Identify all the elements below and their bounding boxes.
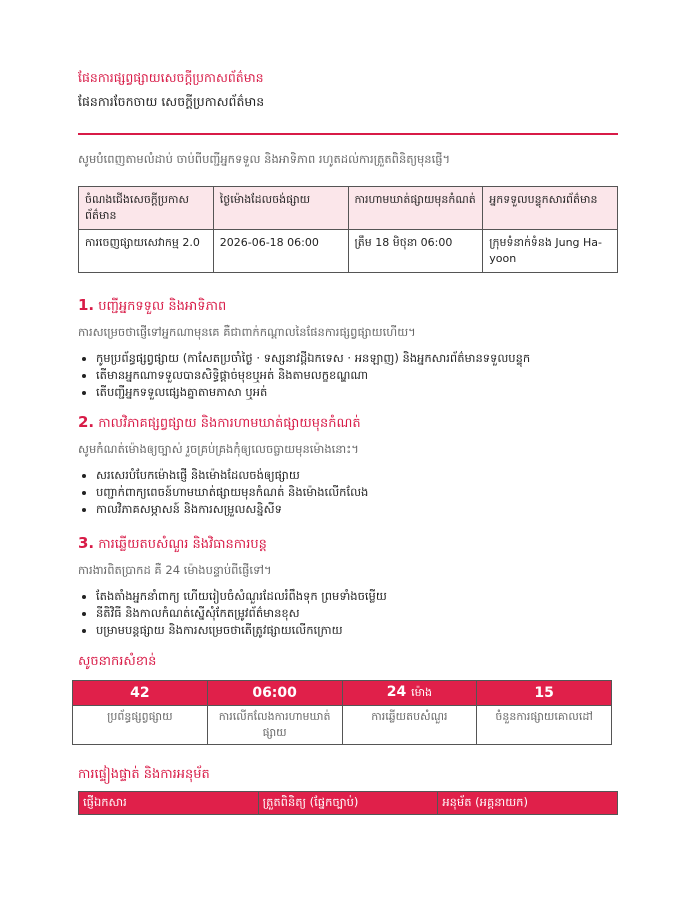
kpi-value: 24	[386, 684, 407, 700]
list-item: • កាលវិភាគសម្ភាសន៍ និងការសម្រួលសន្និសីទ	[96, 501, 623, 518]
signoff-header-row	[79, 792, 618, 815]
section-number: 2.	[78, 413, 95, 431]
header-embargo: ការហាមឃាត់ផ្សាយមុនកំណត់	[348, 187, 483, 230]
document-subtitle: ផែនការចែកចាយ សេចក្តីប្រកាសព័ត៌មាន	[78, 94, 265, 109]
kpi-value-response	[342, 681, 477, 706]
signoff-heading: ការផ្ទៀងផ្ទាត់ និងការអនុម័ត	[78, 767, 210, 782]
section-bullet-list	[78, 588, 623, 639]
header-desired-datetime: ថ្ងៃម៉ោងដែលចង់ផ្សាយ	[213, 187, 348, 230]
section-heading	[78, 296, 623, 317]
section-bullet-list	[78, 467, 623, 518]
kpi-unit: ម៉ោង	[411, 686, 433, 699]
list-item: • តើមានអ្នកណាទទួលបានសិទ្ធិផ្តាច់មុខឬអត់ និងតាមលក្ខខណ្ឌណា	[96, 367, 623, 384]
list-item: • នីតិវិធី និងកាលកំណត់ស្នើសុំកែតម្រូវព័ត៌មានខុស	[96, 605, 623, 622]
kpi-label: ការឆ្លើយតបសំណួរ	[342, 706, 477, 745]
section-number: 3.	[78, 534, 95, 552]
kpi-value-embargo-lift	[207, 681, 342, 706]
intro-text: សូមបំពេញតាមលំដាប់ ចាប់ពីបញ្ជីអ្នកទទួល និងអាទិភាព រហូតដល់ការត្រួតពិនិត្យមុនផ្ញើ។	[78, 152, 451, 166]
kpi-value: 42	[130, 685, 150, 701]
section-heading	[78, 413, 623, 434]
section-bullet-list	[78, 350, 623, 401]
signoff-header-approve: អនុម័ត (អគ្គនាយក)	[438, 792, 618, 815]
kpi-value: 06:00	[252, 685, 297, 701]
kpi-table	[72, 680, 612, 745]
cell-press-contact: ក្រុមទំនាក់ទំនង Jung Ha-yoon	[483, 230, 618, 273]
list-item: • បញ្ជាក់ពាក្យពេចន៍ហាមឃាត់ផ្សាយមុនកំណត់ និងម៉ោងលើកលែង	[96, 484, 623, 501]
section-description: សូមកំណត់ម៉ោងឲ្យច្បាស់ រួចគ្រប់គ្រងកុំឲ្យលេចធ្លាយមុនម៉ោងនោះ។	[78, 442, 359, 456]
header-divider	[78, 133, 618, 135]
kpi-label: ការលើកលែងការហាមឃាត់ផ្សាយ	[207, 706, 342, 745]
cell-desired-datetime: 2026-06-18 06:00	[213, 230, 348, 273]
kpi-heading: សូចនាករសំខាន់	[78, 654, 157, 669]
signoff-header-sender: ផ្ញើឯកសារ	[79, 792, 259, 815]
section-title: បញ្ជីអ្នកទទួល និងអាទិភាព	[98, 299, 227, 314]
list-item: • កូមប្រព័ន្ធផ្សព្វផ្សាយ (កាសែតប្រចាំថ្ងៃ · ទស្សនាវដ្តីឯកទេស · អនឡាញ) និងអ្នកសារព័ត៌មានទទួលបន្ទុក	[96, 350, 623, 367]
list-item: • តែងតាំងអ្នកនាំពាក្យ ហើយរៀបចំសំណួរដែលរំពឹងទុក ព្រមទាំងចម្លើយ	[96, 588, 623, 605]
document-title: ផែនការផ្សព្វផ្សាយសេចក្តីប្រកាសព័ត៌មាន	[78, 70, 264, 85]
info-table-row	[79, 230, 618, 273]
section-number: 1.	[78, 296, 95, 314]
header-release-title: ចំណងជើងសេចក្តីប្រកាសព័ត៌មាន	[79, 187, 214, 230]
list-item: • បម្រាមបន្តផ្សាយ និងការសម្រេចថាតើត្រូវផ្សាយលើកក្រោយ	[96, 622, 623, 639]
signoff-header-review: ត្រួតពិនិត្យ (ផ្នែកច្បាប់)	[258, 792, 438, 815]
header-press-contact: អ្នកទទួលបន្ទុកសារព័ត៌មាន	[483, 187, 618, 230]
section-description: ការងារពិតប្រាកដ គឺ 24 ម៉ោងបន្ទាប់ពីផ្ញើទៅ។	[78, 563, 272, 577]
kpi-value: 15	[534, 685, 554, 701]
section-description: ការសម្រេចថាផ្ញើទៅអ្នកណាមុនគេ គឺជាពាក់កណ្តាលនៃផែនការផ្សព្វផ្សាយហើយ។	[78, 325, 416, 339]
kpi-value-row	[73, 681, 612, 706]
list-item: • តើបញ្ជីអ្នកទទួលផ្សេងគ្នាតាមភាសា ឬអត់	[96, 384, 623, 401]
list-item: • សរសេរបំបែកម៉ោងផ្ញើ និងម៉ោងដែលចង់ឲ្យផ្សាយ	[96, 467, 623, 484]
section-title: ការឆ្លើយតបសំណួរ និងវិធានការបន្ត	[98, 537, 267, 552]
release-info-table	[78, 186, 618, 273]
section-followup	[78, 534, 623, 639]
signoff-table	[78, 791, 618, 815]
section-recipients	[78, 296, 623, 401]
kpi-label: ប្រព័ន្ធផ្សព្វផ្សាយ	[73, 706, 208, 745]
cell-embargo: ត្រឹម 18 មិថុនា 06:00	[348, 230, 483, 273]
section-heading	[78, 534, 623, 555]
kpi-value-media	[73, 681, 208, 706]
section-schedule	[78, 413, 623, 518]
kpi-label: ចំនួនការផ្សាយគោលដៅ	[477, 706, 612, 745]
section-title: កាលវិភាគផ្សព្វផ្សាយ និងការហាមឃាត់ផ្សាយមុនកំណត់	[98, 416, 361, 431]
kpi-value-target	[477, 681, 612, 706]
info-table-header-row	[79, 187, 618, 230]
cell-release-title: ការចេញផ្សាយសេវាកម្ម 2.0	[79, 230, 214, 273]
kpi-label-row	[73, 706, 612, 745]
